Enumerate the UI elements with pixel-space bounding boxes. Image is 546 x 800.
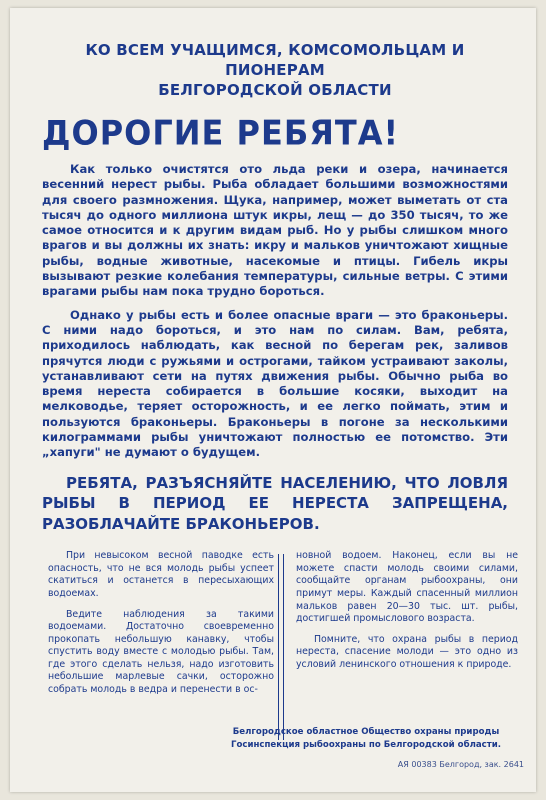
header xyxy=(42,40,508,100)
left-paragraph-1: При невысоком весной паводке есть опасность, что не вся молодь рыбы успеет скатиться и останется в пересыхающих водоемах. xyxy=(48,550,274,599)
footer-line-1: Белгородское областное Общество охраны природы xyxy=(232,727,500,737)
right-column xyxy=(296,550,518,671)
paragraph-2: Однако у рыбы есть и более опасные враги — это браконьеры. С ними надо бороться, и это нам по силам. Вам, ребята, приходилось наблюдать, как весной по берегам рек, заливов прячутся люди с ружьями и острогами, тайком устраивают заколы, устанавливают сети на путях движения рыбы. Обычно рыба во время нереста собирается в большие косяки, выходит на мелководье, теряет осторожность, и ее легко поймать, этим и пользуются браконьеры. Браконьеры в погоне за несколькими килограммами рыбы уничтожают полностью ее потомство. Эти „хапуги" не думают о будущем. xyxy=(42,307,508,460)
left-paragraph-2: Ведите наблюдения за такими водоемами. Достаточно своевременно прокопать небольшую канавку, чтобы спустить воду вместе с молодью рыбы. Там, где этого сделать нельзя, надо изготовить небольшие марлевые сачки, осторожно собрать молодь в ведра и перенести в ос- xyxy=(48,608,274,696)
print-info: АЯ 00383 Белгород, зак. 2641 xyxy=(397,760,524,769)
page-title: ДОРОГИЕ РЕБЯТА! xyxy=(42,113,400,153)
two-column-section xyxy=(42,550,518,742)
call-to-action: РЕБЯТА, РАЗЪЯСНЯЙТЕ НАСЕЛЕНИЮ, ЧТО ЛОВЛЯ РЫБЫ В ПЕРИОД ЕЕ НЕРЕСТА ЗАПРЕЩЕНА, РАЗОБЛАЧАЙТЕ БРАКОНЬЕРОВ. xyxy=(42,473,508,533)
main-text xyxy=(42,162,508,461)
right-paragraph-1: новной водоем. Наконец, если вы не можете спасти молодь своими силами, сообщайте органам рыбоохраны, они примут меры. Каждый спасенный миллион мальков равен 20—30 тыс. шт. рыбы, достигшей промыслового возраста. xyxy=(296,550,518,625)
header-line-1: КО ВСЕМ УЧАЩИМСЯ, КОМСОМОЛЬЦАМ И ПИОНЕРАМ xyxy=(85,41,465,79)
poster-sheet xyxy=(10,8,536,792)
right-paragraph-2: Помните, что охрана рыбы в период нереста, спасение молоди — это одно из условий ленинского отношения к природе. xyxy=(296,633,518,670)
publisher-footer xyxy=(226,726,506,752)
left-column xyxy=(48,550,274,697)
column-divider xyxy=(278,554,284,740)
header-line-2: БЕЛГОРОДСКОЙ ОБЛАСТИ xyxy=(158,81,392,99)
paragraph-1: Как только очистятся ото льда реки и озера, начинается весенний нерест рыбы. Рыба обладает большими возможностями для своего размножения. Щука, например, может выметать от ста тысяч до одного миллиона штук икры, лещ — до 350 тысяч, то же самое относится и к другим видам рыб. Но у рыбы слишком много врагов и вы должны их знать: икру и мальков уничтожают хищные рыбы, водные животные, насекомые и птицы. Гибель икры вызывают резкие колебания температуры, сильные ветры. С этими врагами рыбы нам пока трудно бороться. xyxy=(42,162,508,299)
footer-line-2: Госинспекция рыбоохраны по Белгородской области. xyxy=(230,740,502,750)
